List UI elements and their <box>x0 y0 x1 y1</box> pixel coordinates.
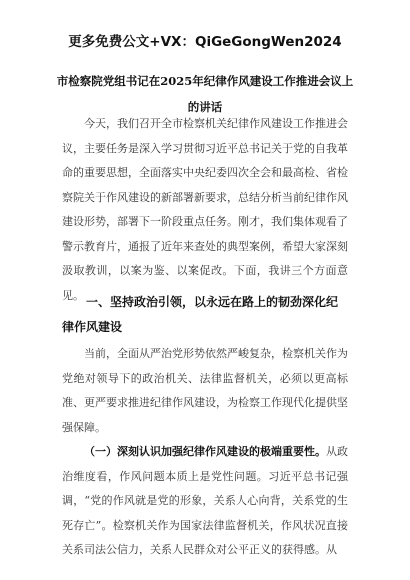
subsection-heading-1: （一）深刻认识加强纪律作风建设的极端重要性。 <box>84 445 326 458</box>
watermark-header: 更多免费公文+VX：QiGeGongWen2024 <box>68 34 342 50</box>
section-1-paragraph: 当前，全面从严治党形势依然严峻复杂，检察机关作为党绝对领导下的政治机关、法律监督机关，必须以更高标准、更严要求推进纪律作风建设，为检察工作现代化提供坚强保障。 <box>62 347 348 434</box>
title-line-1: 市检察院党组书记在2025年纪律作风建设工作推进会议上 <box>56 74 354 88</box>
subsection-body: 从政治维度看，作风问题本质上是党性问题。习近平总书记强调，“党的作风就是党的形象，关系人心向背，关系党的生死存亡”。检察机关作为国家法律监督机关，作风状况直接关系司法公信力，关系人民群众对公平正义的获得感。从 <box>62 445 348 556</box>
subsection-paragraph <box>62 440 348 563</box>
intro-paragraph: 今天，我们召开全市检察机关纪律作风建设工作推进会议，主要任务是深入学习贯彻习近平总书记关于党的自我革命的重要思想，全面落实中央纪委四次全会和最高检、省检察院关于作风建设的新部署新要求，总结分析当前纪律作风建设形势，部署下一阶段重点任务。刚才，我们集体观看了警示教育片，通报了近年来查处的典型案例，希望大家深刻汲取教训，以案为鉴、以案促改。下面，我讲三个方面意见。 <box>62 117 348 302</box>
section-heading-1: 一、坚持政治引领，以永远在路上的韧劲深化纪律作风建设 <box>62 295 339 334</box>
title-line-2: 的讲话 <box>187 100 223 114</box>
